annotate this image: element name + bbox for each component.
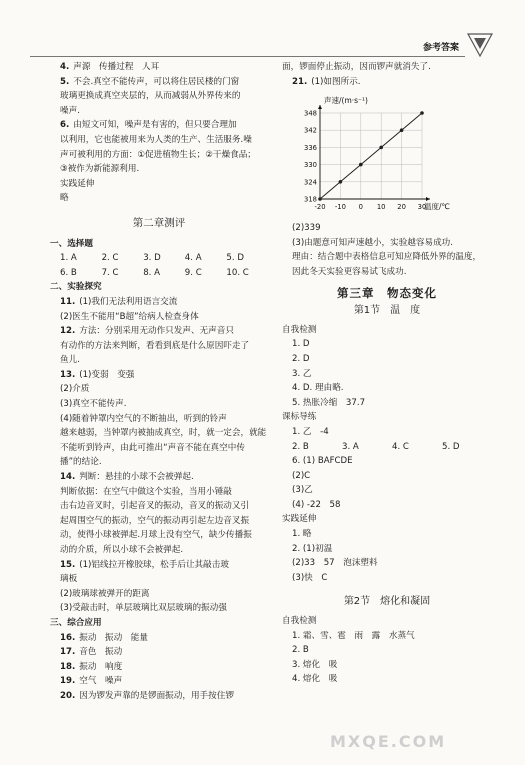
self-check-answers: 1. D 2. D 3. 乙 4. D. 理由略. 5. 热胀冷缩 37.7 <box>292 339 366 408</box>
practice-extension-label-2: 实践延伸 <box>282 514 317 525</box>
x-tick-label: 20 <box>397 203 406 212</box>
section-1-title: 第1节 温 度 <box>353 305 421 317</box>
header-rule <box>30 56 465 57</box>
header-label: 参考答案 <box>422 43 459 53</box>
standard-practice-choices: 2. B 3. A 4. C 5. D <box>292 441 460 452</box>
data-point <box>359 163 363 167</box>
part1-label: 一、选择题 <box>50 238 93 249</box>
answer-19: 19. 空气 噪声 <box>60 676 123 687</box>
right-column <box>282 60 492 687</box>
answer-17: 17. 音色 振动 <box>60 647 123 658</box>
practice-extension-label: 实践延伸 <box>60 178 95 189</box>
answer-21: 21. (1)如图所示. <box>292 76 361 87</box>
chapter-review-title: 第二章测评 <box>132 216 186 229</box>
choices-row-1: 1. A 2. C 3. D 4. A 5. D <box>60 253 244 264</box>
y-tick-label: 336 <box>304 144 317 153</box>
chart-y-axis-label: 声速/(m·s⁻¹) <box>324 96 368 106</box>
answer-6: 6. 由短文可知，噪声是有害的，但只要合理加 以利用，它也能被用来为人类的生产、生活服务.噪 声可被利用的方面：①促进植物生长；②干燥食品； ③被作为新能源利用. <box>60 120 256 175</box>
y-tick-label: 318 <box>304 195 317 204</box>
standard-practice-label: 课标导练 <box>282 412 317 423</box>
answer-21-part3: (3)由题意可知声速越小，实验越容易成功. 理由：结合题中表格信息可知应降低外界的温度， 因此冬天实验更容易试飞成功. <box>292 237 482 277</box>
answer-18: 18. 振动 响度 <box>60 661 123 672</box>
self-check-label-2: 自我检测 <box>282 616 317 627</box>
self-check-answers-2: 1. 霜、雪、雹 雨 露 水蒸气 2. B 3. 熔化 吸 4. 熔化 吸 <box>292 630 415 685</box>
chapter-3-title: 第三章 物态变化 <box>337 285 437 300</box>
answer-14: 14. 判断：悬挂的小球不会被弹起. 判断依据：在空气中做这个实验，当用小锤敲 击右边音叉时，引起音叉的振动，音叉的振动又引 起周围空气的振动，空气的振动再引起左边音叉振 动，使得小球被弹起.月球上没有空气，缺少传播振 动的介质，所以小球不会被弹起. <box>60 472 252 555</box>
answer-15: 15. (1)铝线拉开橡胶球，松手后让其敲击玻 璃板 (2)玻璃球被弹开的距离 (3)受敲击时，单层玻璃比双层玻璃的振动强 <box>60 559 229 614</box>
left-column <box>50 60 268 704</box>
x-tick-label: 10 <box>376 203 386 212</box>
school-badge-icon <box>465 30 495 60</box>
sound-speed-chart <box>292 91 460 219</box>
practice-extension-answer: 略 <box>60 193 69 204</box>
x-tick-label: -10 <box>334 203 346 212</box>
self-check-label: 自我检测 <box>282 324 317 335</box>
practice-extension-answers: 1. 略 2. (1)初温 (2)33 57 泡沫塑料 (3)快 C <box>292 529 378 583</box>
answer-20: 20. 因为锣发声靠的是锣面振动，用手按住锣 <box>60 690 234 701</box>
data-point <box>379 146 383 150</box>
section-2-title: 第2节 熔化和凝固 <box>343 596 431 608</box>
y-tick-label: 324 <box>304 178 317 187</box>
data-point <box>400 129 404 133</box>
answer-20-continued: 面，锣面停止振动，因而锣声就消失了. <box>282 62 431 72</box>
answer-4: 4. 声源 传播过程 人耳 <box>60 62 160 72</box>
x-tick-label: -20 <box>314 203 326 212</box>
answer-11: 11. (1)我们无法利用语言交流 (2)医生不能用“B超”给病人检查身体 <box>60 296 199 322</box>
data-point <box>318 197 322 201</box>
data-point <box>420 111 424 115</box>
y-tick-label: 330 <box>304 161 317 170</box>
answer-5: 5. 不会.真空不能传声，可以将住居民楼的门窗 玻璃更换成真空夹层的，从而减弱从外界传来的 噪声. <box>60 76 241 116</box>
chart-series-line <box>320 113 422 199</box>
answer-16: 16. 振动 振动 能量 <box>60 632 148 643</box>
answer-13: 13. (1)变弱 变强 (2)介质 (3)真空不能传声. (4)随着钟罩内空气的不断抽出，听到的铃声 越来越弱，当钟罩内被抽成真空，时，就一定会，就能 不能听到铃声，由此可推出“声音不能在真空中传 播”的结论. <box>60 369 267 468</box>
x-axis-arrow-icon <box>426 197 430 201</box>
x-tick-label: 0 <box>358 203 363 212</box>
y-axis-arrow-icon <box>318 105 322 109</box>
answer-21-part2: (2)339 <box>292 223 321 234</box>
answer-12: 12. 方法：分别采用无动作只发声、无声音只 有动作的方法来判断，看看到底是什么原因吓走了 鱼儿. <box>60 326 250 366</box>
series-line <box>320 113 422 199</box>
part3-label: 三、综合应用 <box>50 617 102 628</box>
y-tick-label: 342 <box>304 126 317 135</box>
part2-label: 二、实验探究 <box>50 282 102 293</box>
choices-row-2: 6. B 7. C 8. A 9. C 10. C <box>60 267 249 278</box>
standard-practice-answers: 1. 乙 -4 2. B 3. A 4. C 5. D 6. (1) BAFCDE (2)C (3)乙 (4) -22 58 <box>282 425 492 513</box>
watermark-text: MXQE.COM <box>330 732 447 751</box>
x-tick-label: 30 <box>417 203 427 212</box>
data-point <box>339 180 343 184</box>
y-tick-label: 348 <box>304 109 317 118</box>
chart-x-axis-label: 温度/℃ <box>424 202 450 212</box>
